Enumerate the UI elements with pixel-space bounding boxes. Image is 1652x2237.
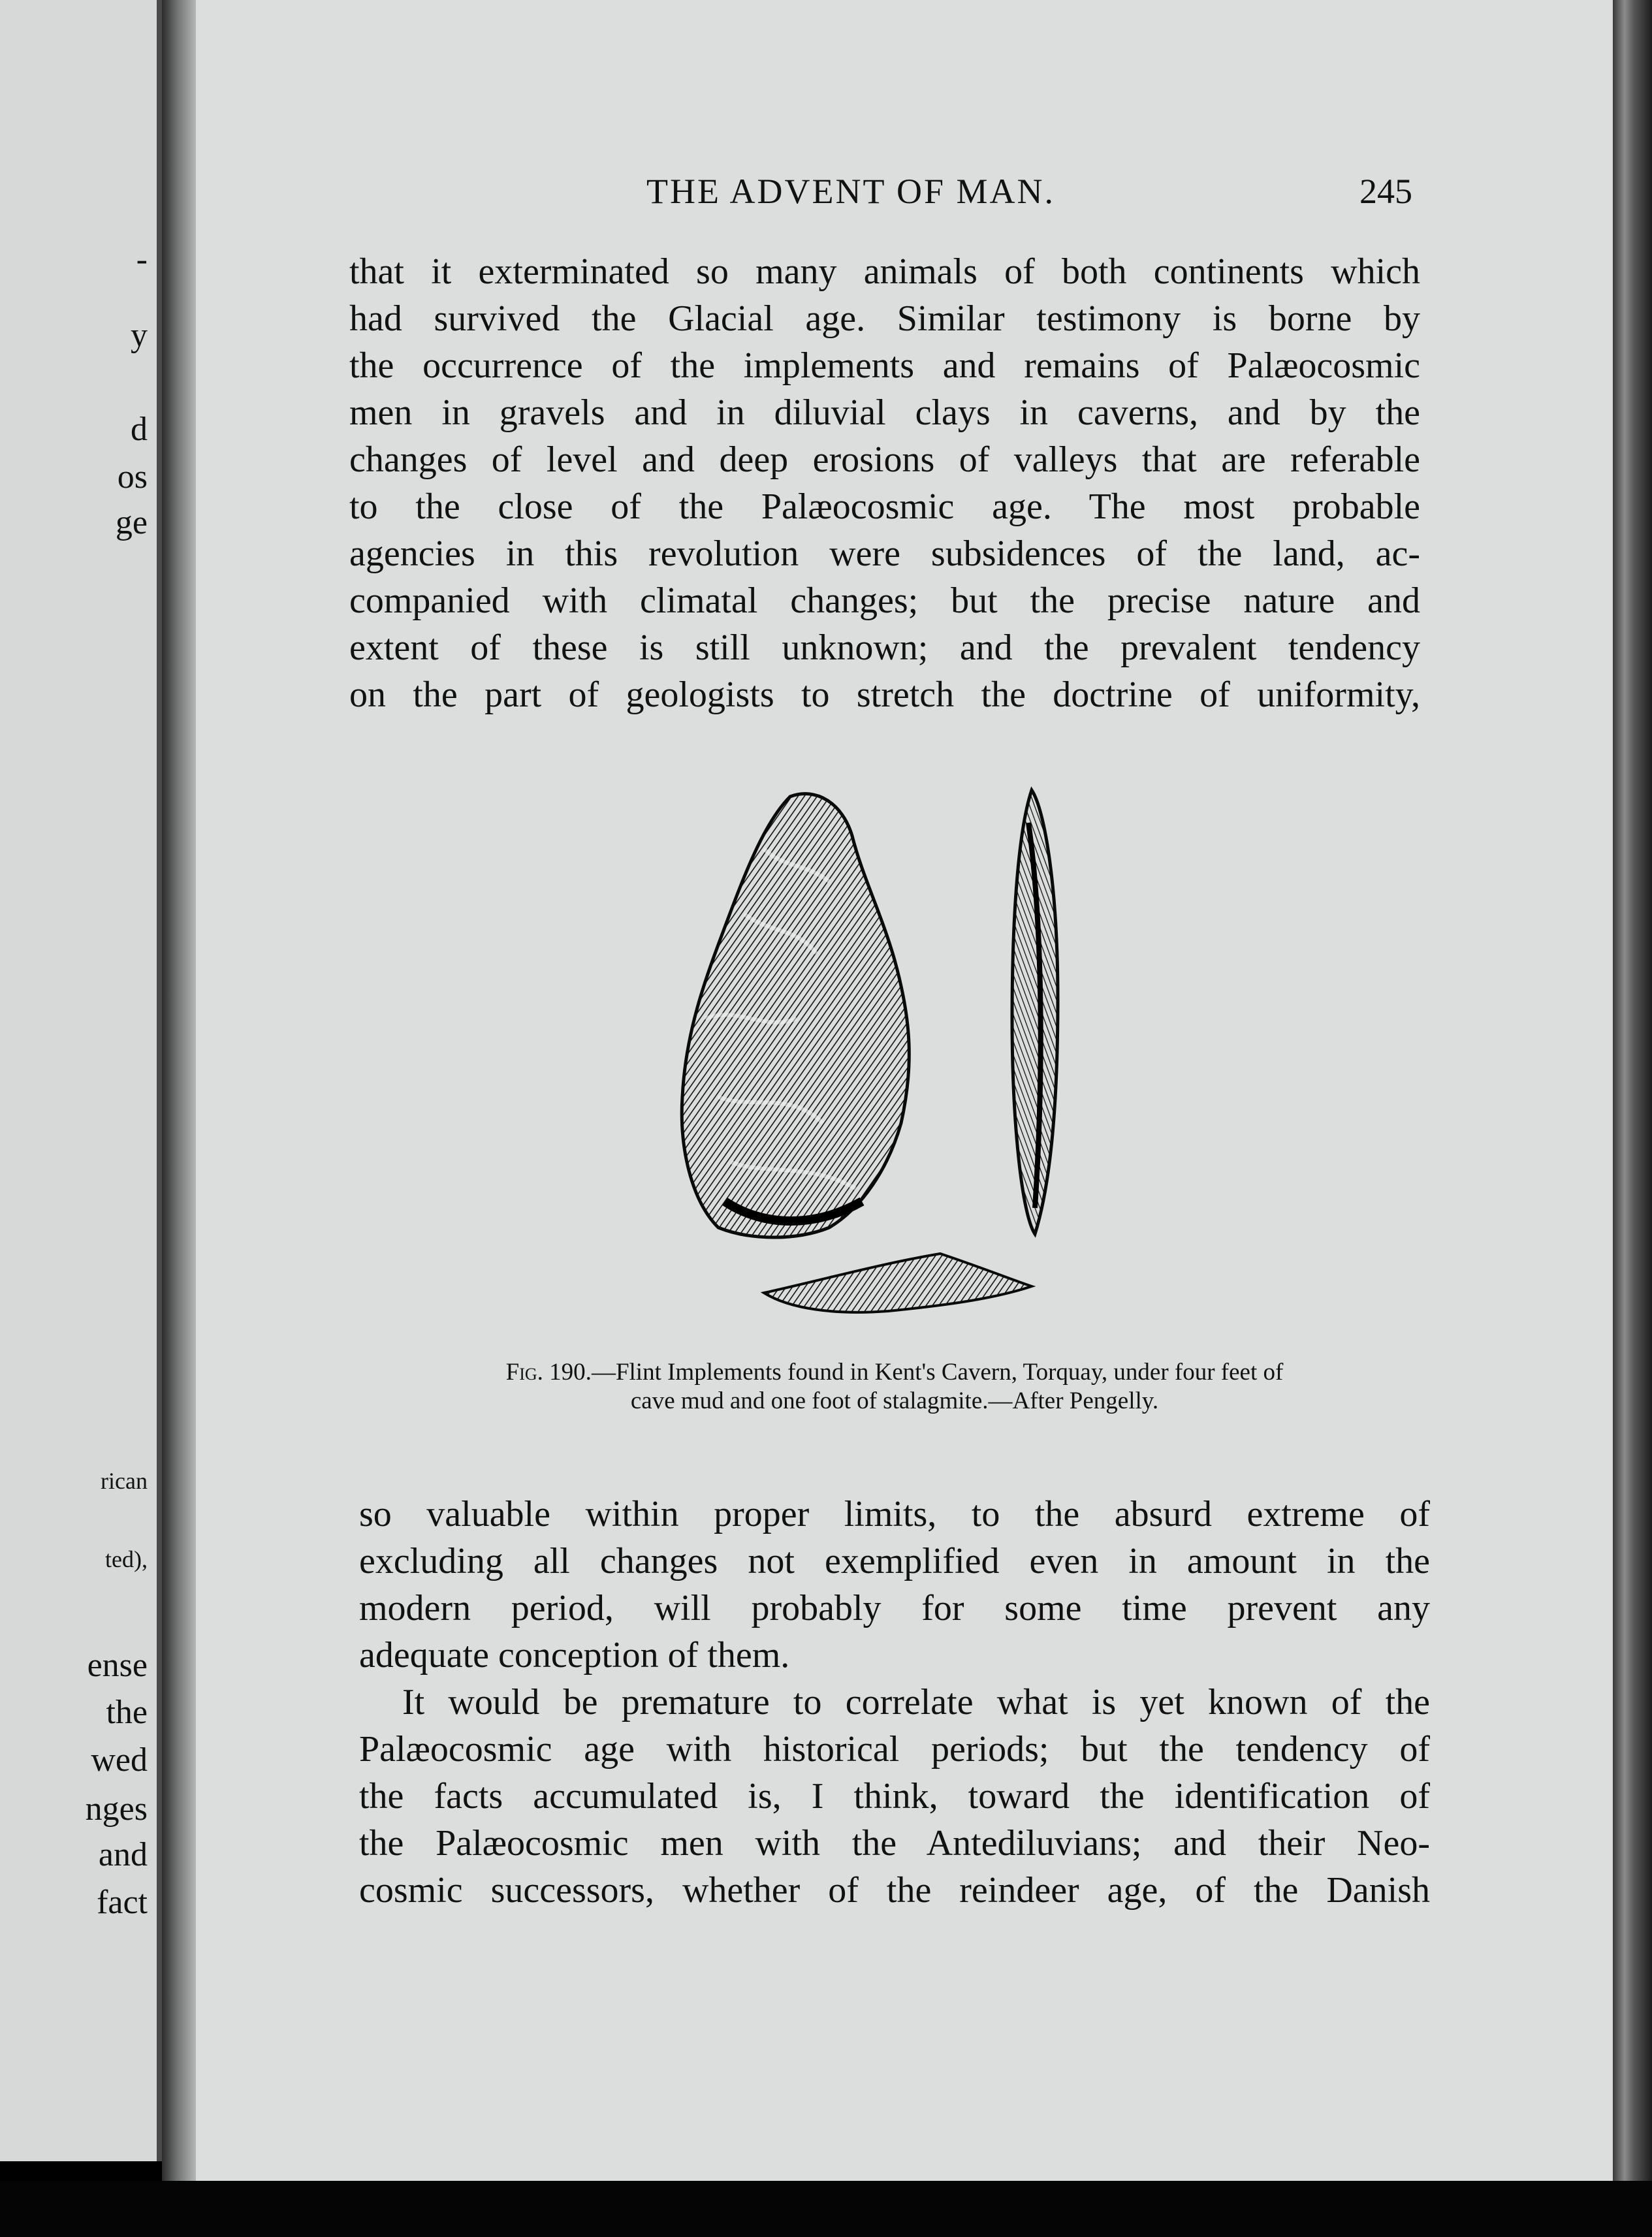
text-line: the occurrence of the implements and remains of Palæocosmic <box>349 345 1420 386</box>
flint-side-view-drawing <box>1012 790 1058 1234</box>
text-line: cosmic successors, whether of the reindeer age, of the Danish <box>359 1870 1430 1911</box>
flint-implements-illustration <box>666 784 1136 1332</box>
caption-line-2: cave mud and one foot of stalagmite.—After Pengelly. <box>630 1388 1159 1414</box>
text-line: so valuable within proper limits, to the absurd extreme of <box>359 1494 1430 1534</box>
running-title: THE ADVENT OF MAN. <box>646 172 1056 211</box>
left-fragment: wed <box>91 1741 148 1779</box>
body-text-top <box>349 248 1420 718</box>
text-line: men in gravels and in diluvial clays in caverns, and by the <box>349 392 1420 433</box>
text-line: Palæocosmic age with historical periods; but the tendency of <box>359 1729 1430 1769</box>
text-line: agencies in this revolution were subsidences of the land, ac- <box>349 533 1420 574</box>
left-fragment: rican <box>101 1468 148 1494</box>
page-edge <box>1613 0 1652 2237</box>
left-fragment: ted), <box>105 1546 148 1572</box>
text-line: companied with climatal changes; but the precise nature and <box>349 580 1420 621</box>
left-fragment: ge <box>115 504 148 541</box>
text-line: the facts accumulated is, I think, toward the identification of <box>359 1776 1430 1817</box>
left-fragment: y <box>131 317 148 354</box>
book-gutter <box>162 0 198 2181</box>
text-line: excluding all changes not exemplified even in amount in the <box>359 1541 1430 1581</box>
left-fragment: nges <box>85 1790 148 1828</box>
left-fragment: the <box>106 1694 148 1731</box>
text-line: modern period, will probably for some time prevent any <box>359 1588 1430 1628</box>
text-line: had survived the Glacial age. Similar testimony is borne by <box>349 298 1420 339</box>
page-number: 245 <box>1359 172 1412 211</box>
body-text-bottom <box>359 1491 1430 1914</box>
left-fragment: ense <box>87 1647 148 1684</box>
figure-label: Fig. 190. <box>505 1359 592 1386</box>
text-line: the Palæocosmic men with the Antediluvians; and their Neo- <box>359 1823 1430 1864</box>
caption-line-1: —Flint Implements found in Kent's Cavern, Torquay, under four feet of <box>591 1359 1284 1386</box>
hand-axe-drawing <box>682 794 909 1237</box>
text-line: on the part of geologists to stretch the doctrine of uniformity, <box>349 674 1420 715</box>
left-fragment: fact <box>97 1884 148 1921</box>
left-page-fragment <box>0 0 162 2161</box>
left-fragment: - <box>136 241 148 278</box>
scan-border <box>0 2181 1652 2237</box>
text-line: extent of these is still unknown; and the prevalent tendency <box>349 627 1420 668</box>
text-line: that it exterminated so many animals of both continents which <box>349 251 1420 292</box>
left-fragment: and <box>98 1836 148 1873</box>
text-line: to the close of the Palæocosmic age. The most probable <box>349 486 1420 527</box>
flint-flake-drawing <box>764 1254 1032 1312</box>
left-fragment: os <box>117 458 148 496</box>
text-line: changes of level and deep erosions of valleys that are referable <box>349 439 1420 480</box>
text-line: It would be premature to correlate what is yet known of the <box>402 1682 1430 1722</box>
text-line: adequate conception of them. <box>359 1635 790 1675</box>
figure-caption <box>405 1358 1384 1416</box>
left-fragment: d <box>131 411 148 448</box>
